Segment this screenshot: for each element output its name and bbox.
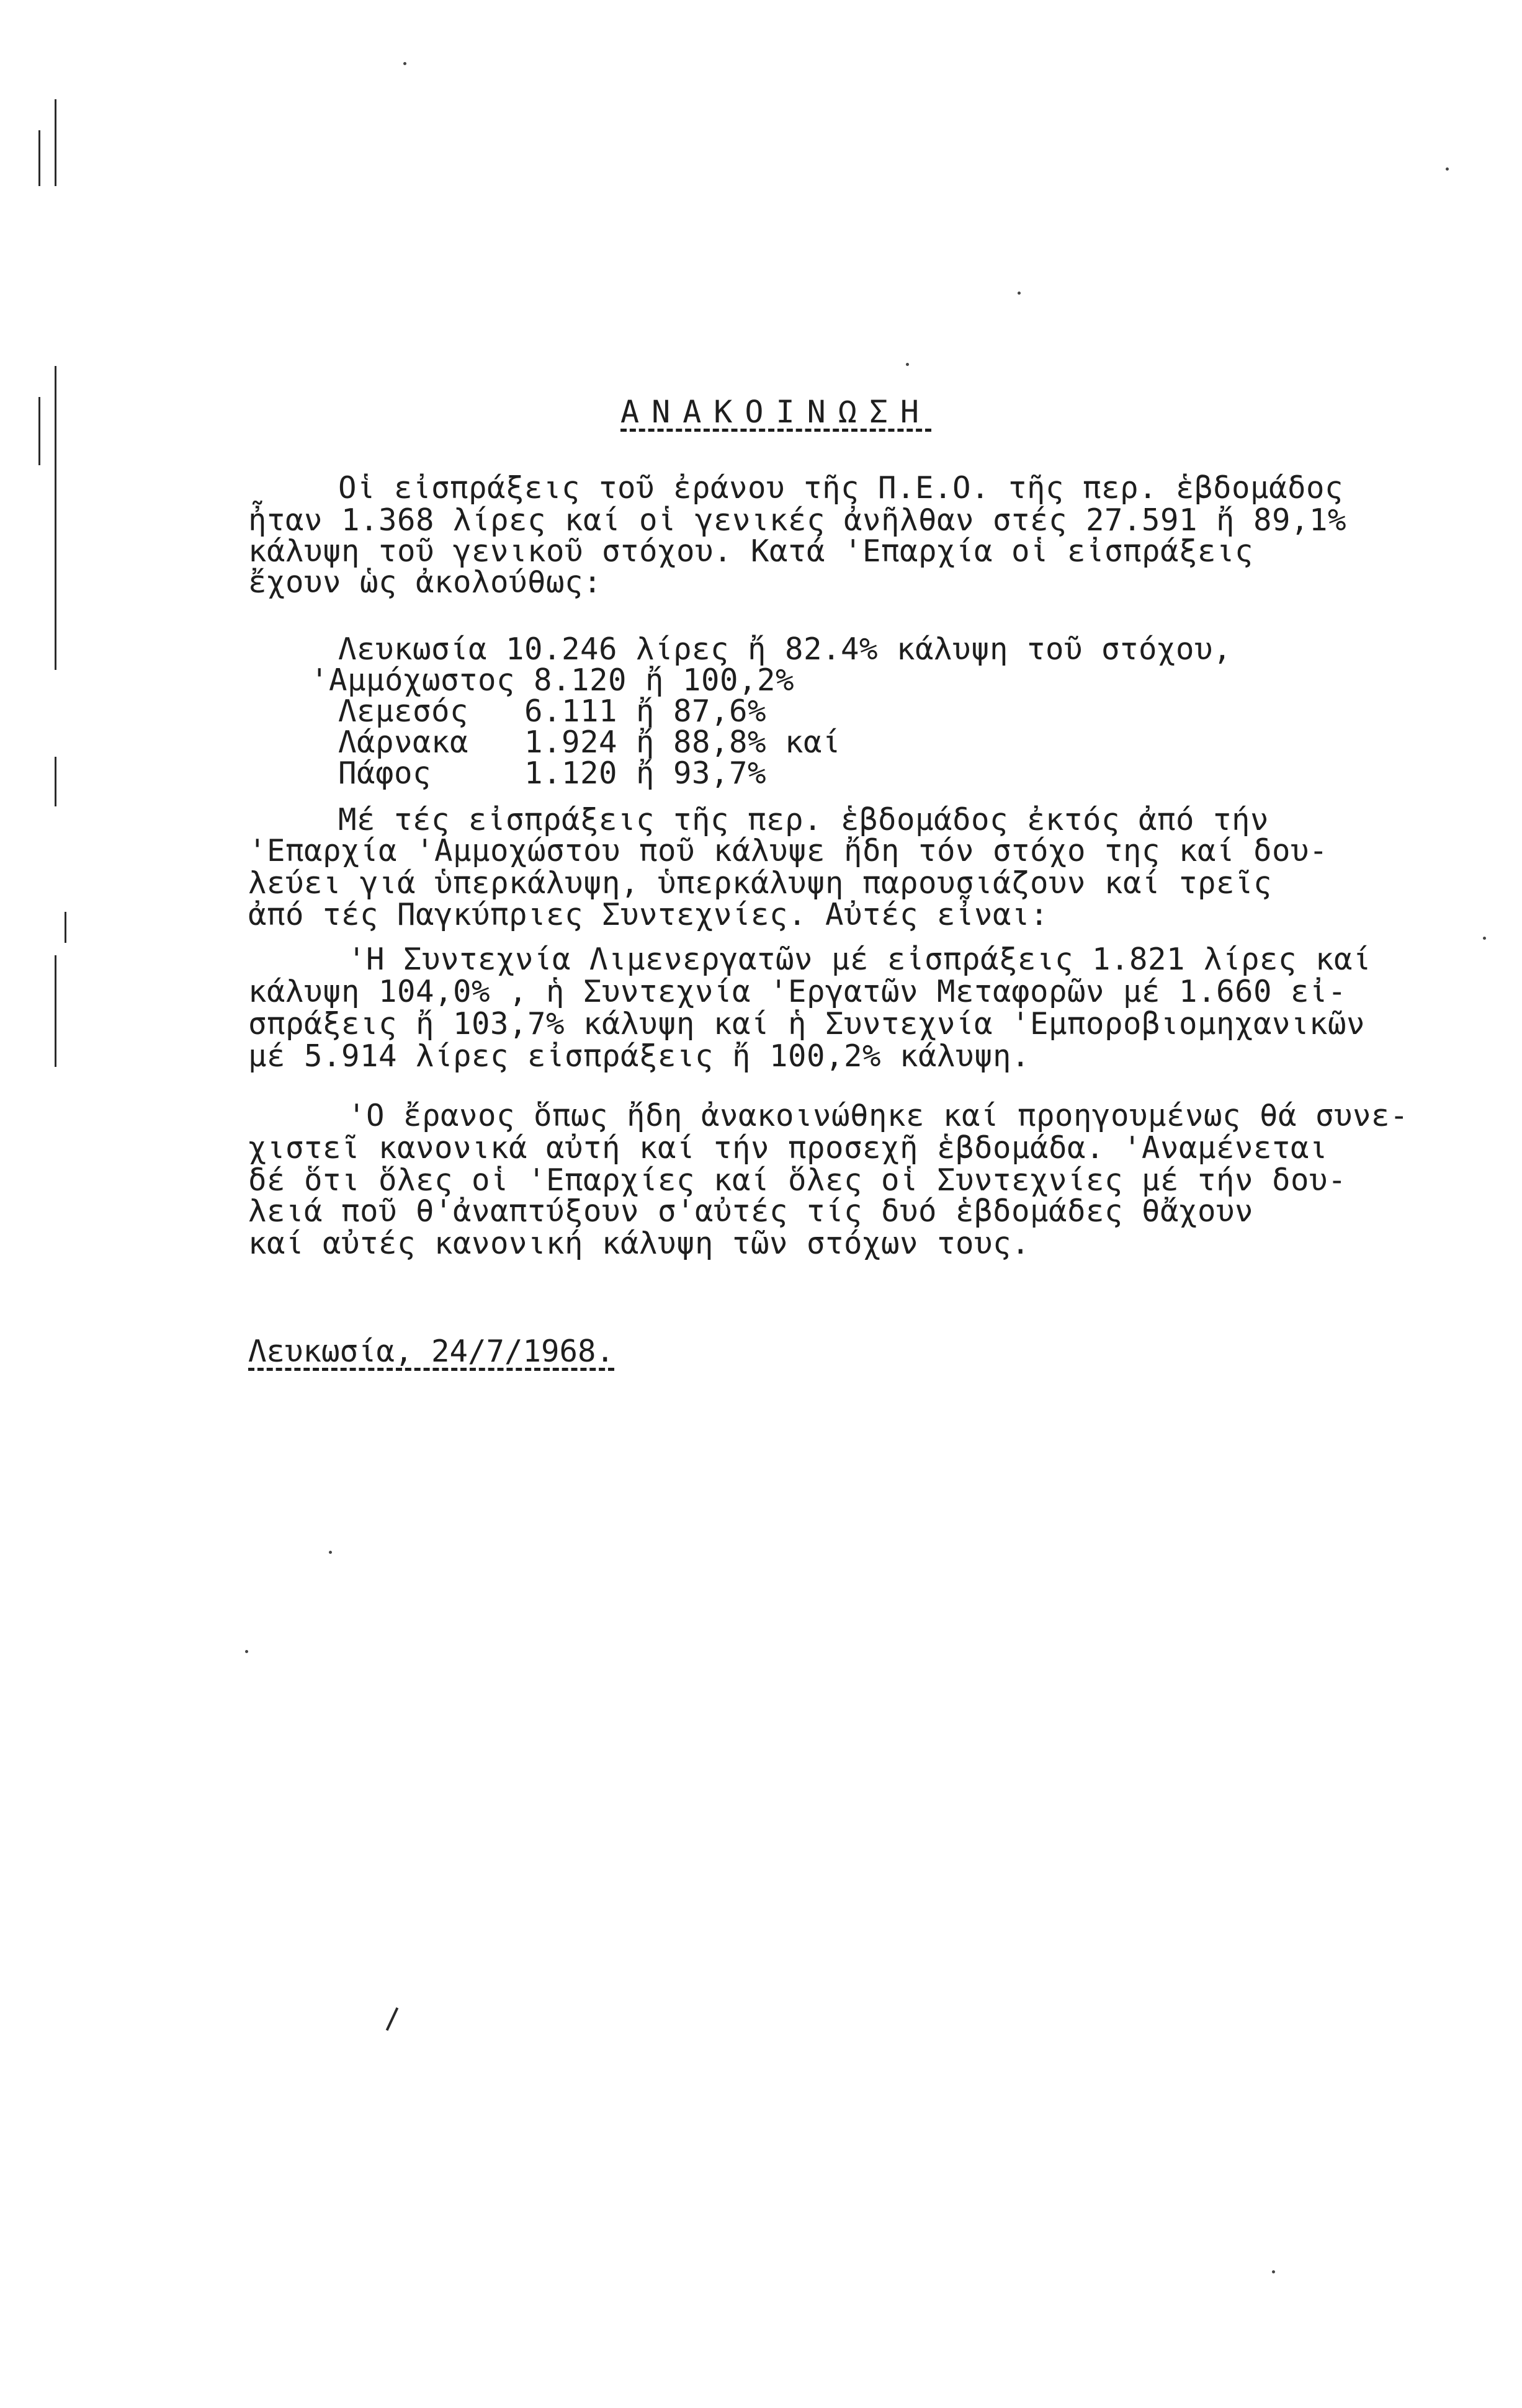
- text-line: καί αὐτές κανονική κάλυψη τῶν στόχων τους.: [248, 1226, 1031, 1261]
- text-line: λειά ποῦ θ'ἀναπτύξουν σ'αὐτές τίς δυό ἑβδομάδες θἄχουν: [248, 1193, 1254, 1229]
- text-line: λεύει γιά ὑπερκάλυψη, ὑπερκάλυψη παρουσιάζουν καί τρεῖς: [248, 865, 1273, 901]
- document-title: ΑΝΑΚΟΙΝΩΣΗ: [620, 394, 932, 430]
- text-line: Οἱ εἰσπράξεις τοῦ ἐράνου τῆς Π.Ε.Ο. τῆς περ. ἑβδομάδος: [338, 470, 1344, 506]
- scan-edge-mark: [38, 397, 40, 465]
- scan-speck: [403, 62, 406, 65]
- scan-speck: [329, 1551, 332, 1554]
- scan-pen-mark: [386, 2007, 399, 2031]
- text-line: 'Επαρχία 'Αμμοχώστου ποῦ κάλυψε ἤδη τόν στόχο της καί δου-: [248, 833, 1328, 868]
- scan-edge-mark: [55, 99, 56, 186]
- scan-speck: [1483, 937, 1486, 940]
- text-line: δέ ὅτι ὅλες οἱ 'Επαρχίες καί ὅλες οἱ Συντεχνίες μέ τήν δου-: [248, 1162, 1347, 1198]
- district-row: Λευκωσία 10.246 λίρες ἤ 82.4% κάλυψη τοῦ στόχου,: [338, 631, 1232, 667]
- text-line: ἔχουν ὡς ἀκολούθως:: [248, 564, 602, 600]
- text-line: Μέ τές εἰσπράξεις τῆς περ. ἑβδομάδος ἐκτός ἀπό τήν: [338, 802, 1269, 837]
- district-row: 'Αμμόχωστος 8.120 ἤ 100,2%: [310, 662, 795, 698]
- text-line: 'Η Συντεχνία Λιμενεργατῶν μέ εἰσπράξεις 1.821 λίρες καί: [347, 942, 1372, 977]
- scan-speck: [245, 1650, 248, 1653]
- document-date: Λευκωσία, 24/7/1968.: [248, 1334, 615, 1369]
- scan-edge-mark: [55, 757, 56, 806]
- text-line: σπράξεις ἤ 103,7% κάλυψη καί ἡ Συντεχνία 'Εμποροβιομηχανικῶν: [248, 1006, 1366, 1041]
- scan-speck: [1018, 292, 1021, 295]
- text-line: ἦταν 1.368 λίρες καί οἱ γενικές ἀνῆλθαν στές 27.591 ἤ 89,1%: [248, 502, 1347, 538]
- text-line: κάλυψη τοῦ γενικοῦ στόχου. Κατά 'Επαρχία οἱ εἰσπράξεις: [248, 533, 1254, 569]
- scan-edge-mark: [38, 130, 40, 186]
- district-row: Λάρνακα 1.924 ἤ 88,8% καί: [338, 725, 841, 760]
- text-line: κάλυψη 104,0% , ἡ Συντεχνία 'Εργατῶν Μεταφορῶν μέ 1.660 εἰ-: [248, 974, 1347, 1009]
- scan-speck: [1446, 167, 1449, 171]
- district-row: Πάφος 1.120 ἤ 93,7%: [338, 756, 767, 791]
- text-line: χιστεῖ κανονικά αὐτή καί τήν προσεχῆ ἑβδομάδα. 'Αναμένεται: [248, 1130, 1328, 1166]
- scan-speck: [906, 363, 909, 366]
- text-line: μέ 5.914 λίρες εἰσπράξεις ἤ 100,2% κάλυψη.: [248, 1038, 1031, 1074]
- text-line: ἀπό τές Παγκύπριες Συντεχνίες. Αὐτές εἶναι:: [248, 897, 1049, 932]
- text-line: 'Ο ἔρανος ὅπως ἤδη ἀνακοινώθηκε καί προηγουμένως θά συνε-: [347, 1098, 1409, 1133]
- district-row: Λεμεσός 6.111 ἤ 87,6%: [338, 693, 767, 729]
- scan-edge-mark: [55, 366, 56, 670]
- scan-speck: [1272, 2270, 1275, 2273]
- scan-edge-mark: [65, 912, 66, 943]
- scan-edge-mark: [55, 955, 56, 1067]
